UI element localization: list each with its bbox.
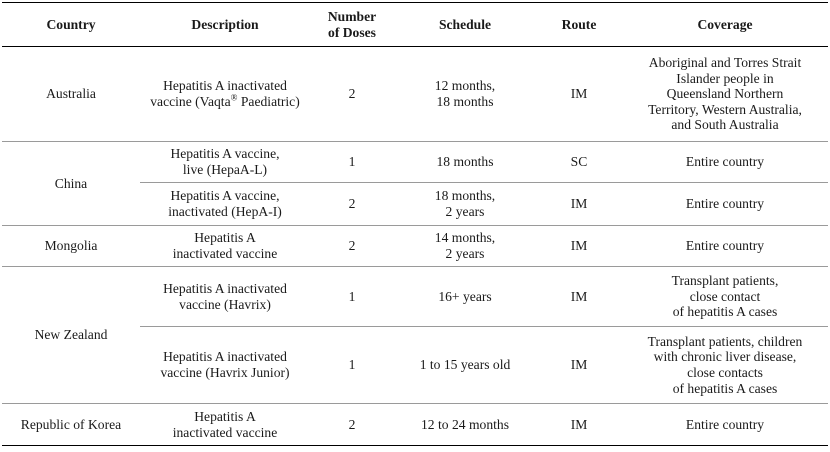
schedule-cell: 12 months, 18 months [394, 47, 536, 142]
coverage-cell: Aboriginal and Torres Strait Islander people in Queensland Northern Territory, Western Australia, and South Australia [622, 47, 828, 142]
doses-cell: 2 [310, 226, 394, 267]
header-row [2, 3, 828, 47]
coverage-cell: Transplant patients, close contact of hepatitis A cases [622, 267, 828, 327]
doses-cell: 2 [310, 47, 394, 142]
coverage-cell: Entire country [622, 183, 828, 226]
header-route: Route [536, 3, 622, 47]
country-cell: New Zealand [2, 267, 140, 404]
schedule-cell: 12 to 24 months [394, 404, 536, 446]
vaccine-table [2, 2, 828, 446]
doses-cell: 2 [310, 404, 394, 446]
header-doses: Number of Doses [310, 3, 394, 47]
description-cell: Hepatitis A inactivated vaccine [140, 404, 310, 446]
table-header [2, 3, 828, 47]
header-schedule: Schedule [394, 3, 536, 47]
table-row [2, 404, 828, 446]
description-cell: Hepatitis A inactivated vaccine [140, 226, 310, 267]
country-cell: Mongolia [2, 226, 140, 267]
table-body [2, 47, 828, 446]
schedule-cell: 1 to 15 years old [394, 327, 536, 404]
description-cell: Hepatitis A vaccine, live (HepaA-L) [140, 142, 310, 183]
route-cell: IM [536, 267, 622, 327]
header-coverage: Coverage [622, 3, 828, 47]
doses-cell: 1 [310, 142, 394, 183]
table-row [2, 142, 828, 183]
description-text: Hepatitis A inactivated vaccine (Vaqta [150, 78, 287, 109]
table-row [2, 47, 828, 142]
route-cell: IM [536, 47, 622, 142]
route-cell: SC [536, 142, 622, 183]
header-description: Description [140, 3, 310, 47]
description-cell: Hepatitis A inactivated vaccine (Havrix Junior) [140, 327, 310, 404]
route-cell: IM [536, 226, 622, 267]
route-cell: IM [536, 183, 622, 226]
schedule-cell: 16+ years [394, 267, 536, 327]
description-text-end: Paediatric) [237, 94, 300, 109]
description-cell: Hepatitis A vaccine, inactivated (HepA-I) [140, 183, 310, 226]
description-cell: Hepatitis A inactivated vaccine (Havrix) [140, 267, 310, 327]
table-row [2, 267, 828, 327]
description-cell [140, 47, 310, 142]
route-cell: IM [536, 404, 622, 446]
country-cell: Australia [2, 47, 140, 142]
coverage-cell: Entire country [622, 226, 828, 267]
doses-cell: 2 [310, 183, 394, 226]
header-country: Country [2, 3, 140, 47]
doses-cell: 1 [310, 267, 394, 327]
registered-mark: ® [230, 92, 238, 103]
country-cell: China [2, 142, 140, 226]
schedule-cell: 18 months [394, 142, 536, 183]
coverage-cell: Transplant patients, children with chronic liver disease, close contacts of hepatitis A cases [622, 327, 828, 404]
table-row [2, 226, 828, 267]
schedule-cell: 14 months, 2 years [394, 226, 536, 267]
coverage-cell: Entire country [622, 142, 828, 183]
coverage-cell: Entire country [622, 404, 828, 446]
route-cell: IM [536, 327, 622, 404]
schedule-cell: 18 months, 2 years [394, 183, 536, 226]
country-cell: Republic of Korea [2, 404, 140, 446]
doses-cell: 1 [310, 327, 394, 404]
